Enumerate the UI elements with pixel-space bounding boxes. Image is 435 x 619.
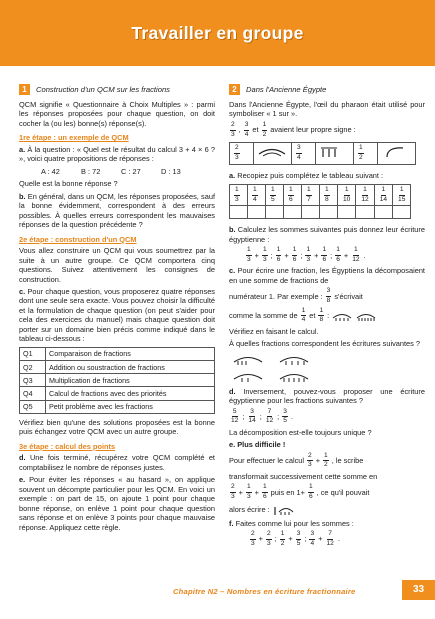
intro-end: avaient leur propre signe : <box>270 125 356 135</box>
choice-d: D : 13 <box>161 166 181 176</box>
page-number: 33 <box>402 580 435 600</box>
eye-two-thirds-icon <box>257 145 287 159</box>
eye-three-quarters-icon <box>319 145 349 159</box>
table-row <box>20 400 215 413</box>
egypt-writings-2 <box>232 370 425 383</box>
section-1-heading <box>19 84 215 95</box>
fraction: $\frac{1}{6}$ <box>263 483 267 500</box>
fraction: $\frac{3}{8}$ <box>326 287 331 304</box>
fraction: $\frac{1}{5}$ <box>271 186 275 203</box>
question-b-text: En général, dans un QCM, les réponses proposées, sauf la bonne évidemment, correspondent à des erreurs possibles. À quelles erreurs correspondent les mauvaises réponses de la question précédente ? <box>19 191 215 230</box>
table-cell: Calcul de fractions avec des priorités <box>46 387 215 400</box>
egypt-question-b <box>229 225 425 244</box>
label-c: c. <box>229 266 236 276</box>
fraction: $\frac{1}{3}$ <box>263 246 267 263</box>
label-d: d. <box>229 386 236 396</box>
egypt-c-text: Pour écrire une fraction, les Égyptiens la décomposaient en une somme de fractions de <box>229 266 425 285</box>
table-cell <box>302 185 320 206</box>
section-1-title: Construction d'un QCM sur les fractions <box>36 84 170 94</box>
egypt-question-a <box>229 171 425 180</box>
fraction: $\frac{1}{3}$ <box>247 483 251 500</box>
fraction: $\frac{1}{2}$ <box>324 451 328 469</box>
egypt-question-c <box>229 266 425 285</box>
label-a: a. <box>229 170 236 180</box>
table-cell <box>320 206 338 219</box>
egypt-e-text-1b: , le scribe <box>331 456 364 466</box>
table-cell: Multiplication de fractions <box>46 374 215 387</box>
choice-a: A : 42 <box>41 166 60 176</box>
choice-b: B : 72 <box>81 166 101 176</box>
table-cell <box>356 185 374 206</box>
fraction: $\frac{7}{12}$ <box>326 530 334 547</box>
qcm-intro: QCM signifie « Questionnaire à Choix Multiples » : parmi les réponses proposées pour chaque question, on doit cocher la (ou les) bonne(s) réponse(s). <box>19 100 215 128</box>
unit-fractions-table <box>229 184 411 219</box>
question-d-text: Une fois terminé, récupérez votre QCM complété et comptabilisez le nombre de réponses justes. <box>19 453 215 472</box>
fraction: $\frac{1}{4}$ <box>253 186 257 203</box>
section-2-heading <box>229 84 425 95</box>
egypt-e-text-3: puis en <box>270 487 295 497</box>
table-cell: Comparaison de fractions <box>46 347 215 360</box>
label-f: f. <box>229 518 234 528</box>
question-e <box>19 475 215 532</box>
question-e-text: Pour éviter les réponses « au hasard », on applique souvent un décompte particulier pour les QCM. En voici un exemple : on part de 15, on ajoute 1 point pour chaque bonne réponse, on enlève 1 point pour chaque question sans réponse et on enlève 3 points pour chaque mauvaise réponse. Appliquez cette règle. <box>19 475 215 532</box>
table-cell <box>302 206 320 219</box>
e-line-4 <box>229 504 425 516</box>
fraction: $\frac{2}{3}$ <box>308 451 312 469</box>
eye-writing-icon <box>278 353 310 366</box>
table-row <box>230 185 411 206</box>
eye-half-icon <box>381 145 411 159</box>
table-cell <box>266 185 284 206</box>
fraction: $\frac{2}{3}$ <box>231 483 235 500</box>
eye-writing-icon <box>232 370 264 383</box>
egypt-c-text-3: s'écrivait <box>334 291 363 301</box>
egypt-question-f <box>229 519 425 528</box>
table-cell <box>374 206 392 219</box>
table-cell: Q5 <box>20 400 46 413</box>
fraction: $\frac{1}{14}$ <box>379 186 388 203</box>
table-cell <box>320 185 338 206</box>
chapter-footer: Chapitre N2 – Nombres en écriture fractionnaire <box>173 587 356 596</box>
fraction: $\frac{1}{6}$ <box>289 186 293 203</box>
choice-c: C : 27 <box>121 166 141 176</box>
table-cell <box>393 206 411 219</box>
egypt-writings-1 <box>232 353 425 366</box>
step-1-title: 1re étape : un exemple de QCM <box>19 133 129 143</box>
table-cell: Q3 <box>20 374 46 387</box>
fraction: $\frac{2}{3}$ <box>235 144 239 161</box>
fraction: $\frac{1}{12}$ <box>361 186 369 203</box>
egypt-verify: Vérifiez en faisant le calcul. <box>229 326 319 336</box>
table-row <box>230 206 411 219</box>
fraction: $\frac{1}{2}$ <box>359 144 363 161</box>
egypt-e-text-3b: , ce qu'il pouvait <box>316 487 370 497</box>
egypt-d-text: Inversement, pouvez-vous proposer une écriture égyptienne pour les fractions suivantes ? <box>229 386 425 406</box>
section-2-title: Dans l'Ancienne Égypte <box>246 84 327 94</box>
eye-fraction-icon <box>355 310 377 322</box>
egypt-a-text: Recopiez puis complétez le tableau suivant : <box>237 170 384 180</box>
fraction: $\frac{1}{3}$ <box>235 186 239 203</box>
header-banner <box>0 0 435 66</box>
fraction: $\frac{1}{10}$ <box>343 186 351 203</box>
step-3-title: 3e étape : calcul des points <box>19 441 116 451</box>
fraction: $\frac{1}{3}$ <box>247 246 251 263</box>
question-c <box>19 287 215 344</box>
step-2-text: Vous allez construire un QCM qui vous soumettrez par la suite à un autre groupe. Ce QCM comportera cinq questions. Suivez attentivement les consignes de construction. <box>19 246 215 284</box>
fraction: $\frac{1}{12}$ <box>352 246 360 263</box>
question-c-text: Pour chaque question, vous proposerez quatre réponses dont une seule sera exacte. Vous pouvez choisir la difficulté et la formulation de chaque question (on peut s'aider pour cela des exercices du manuel) mais chaque question doit porter sur un domaine bien précis comme indiqué dans le tableau ci-dessous : <box>19 286 215 344</box>
fraction: $\frac{7}{12}$ <box>265 407 274 425</box>
egypt-b-text: Calculez les sommes suivantes puis donnez leur écriture égyptienne : <box>229 225 425 244</box>
table-cell <box>284 206 302 219</box>
section-egypt <box>229 84 425 550</box>
which-answer: Quelle est la bonne réponse ? <box>19 179 118 189</box>
egypt-c-text-4: comme la somme de <box>229 310 298 320</box>
egypt-c-text-2: numérateur 1. Par exemple : <box>229 291 323 301</box>
fraction: $\frac{1}{7}$ <box>307 186 311 203</box>
label-b: b. <box>19 191 26 201</box>
egypt-d-after: La décomposition est-elle toujours unique ? <box>229 427 372 437</box>
table-row <box>20 374 215 387</box>
example-line-2: comme la somme de $\frac{1}{4}$ et $\frac{1}{8}$ : <box>229 308 425 324</box>
fractions-d: $\frac{5}{12}$ ; $\frac{3}{14}$ ; $\frac{7}{12}$ ; $\frac{3}{5}$ . <box>231 407 293 425</box>
intro-et: et <box>252 125 259 135</box>
page-title: Travailler en groupe <box>131 23 304 43</box>
eye-fraction-icon <box>331 310 353 322</box>
table-cell: Addition ou soustraction de fractions <box>46 361 215 374</box>
label-e: e. <box>229 440 236 450</box>
eye-writing-icon <box>232 353 264 366</box>
egypt-e-text-4: alors écrire : <box>229 504 270 514</box>
fraction: $\frac{2}{3}$ <box>231 120 235 138</box>
table-cell <box>266 206 284 219</box>
e-line-3: $\frac{2}{3}$ + $\frac{1}{3}$ + $\frac{1}{6}$ puis en 1+ $\frac{1}{6}$ , ce qu'il pouvait <box>231 483 370 500</box>
fraction: $\frac{1}{4}$ <box>301 306 306 324</box>
fraction: $\frac{1}{3}$ <box>306 246 311 263</box>
table-cell <box>230 206 248 219</box>
fraction: $\frac{3}{14}$ <box>248 407 256 425</box>
table-cell <box>393 185 411 206</box>
example-line-1 <box>229 288 425 304</box>
fraction: $\frac{1}{8}$ <box>319 306 324 324</box>
question-b <box>19 192 215 230</box>
label-a: a. <box>19 144 26 154</box>
table-row <box>20 361 215 374</box>
fraction: $\frac{3}{5}$ <box>296 530 301 547</box>
egypt-e-text-2: transformait successivement cette somme en <box>229 471 378 481</box>
table-cell <box>356 206 374 219</box>
label-d: d. <box>19 453 26 463</box>
fraction: $\frac{5}{12}$ <box>231 407 239 425</box>
section-2-number: 2 <box>229 84 240 95</box>
question-d <box>19 453 215 472</box>
fraction: $\frac{3}{4}$ <box>244 120 249 138</box>
fraction: $\frac{1}{2}$ <box>262 120 267 138</box>
answer-choices <box>19 167 215 176</box>
sums-f: $\frac{2}{3}$ + $\frac{2}{3}$ ; $\frac{1}{2}$ + $\frac{3}{5}$ ; $\frac{3}{4}$ + $\frac{7}{12}$ . <box>251 530 340 547</box>
step-2-title: 2e étape : construction d'un QCM <box>19 234 137 244</box>
egypt-intro-2: $\frac{2}{3}$ , $\frac{3}{4}$ et $\frac{1}{2}$ avaient leur propre signe : <box>231 120 356 138</box>
table-cell <box>374 185 392 206</box>
table-cell: Q4 <box>20 387 46 400</box>
egypt-question-e <box>229 440 425 449</box>
e-line-1: Pour effectuer le calcul $\frac{2}{3}$ + $\frac{1}{2}$ , le scribe <box>229 451 364 469</box>
table-row <box>230 143 416 164</box>
table-cell <box>284 185 302 206</box>
egypt-e-text-1: Pour effectuer le calcul <box>229 456 305 466</box>
eye-writing-icon <box>278 370 310 383</box>
special-signs-table <box>229 142 416 164</box>
label-c: c. <box>19 286 26 296</box>
table-cell <box>338 185 356 206</box>
section-1-number: 1 <box>19 84 30 95</box>
egypt-f-text: Faites comme lui pour les sommes : <box>235 518 354 528</box>
verify-text: Vérifiez bien qu'une des solutions proposées est la bonne puis échangez votre QCM avec un autre groupe. <box>19 417 215 437</box>
question-a-text: À la question : « Quel est le résultat du calcul 3 + 4 × 6 ? », voici quatre propositions de réponses : <box>19 144 215 164</box>
table-cell: Q2 <box>20 361 46 374</box>
fraction: $\frac{3}{4}$ <box>310 530 315 547</box>
egypt-c-and: et <box>309 310 316 320</box>
fraction: $\frac{1}{2}$ <box>280 530 285 547</box>
table-cell <box>248 185 266 206</box>
fraction: $\frac{1}{6}$ <box>308 483 313 500</box>
questions-table <box>19 347 215 414</box>
question-a <box>19 145 215 164</box>
egypt-e-title: Plus difficile ! <box>237 440 286 450</box>
fraction: $\frac{1}{6}$ <box>276 246 281 263</box>
fraction: $\frac{1}{6}$ <box>322 246 327 263</box>
eye-writing-icon <box>272 504 294 516</box>
fraction: $\frac{1}{15}$ <box>398 186 406 203</box>
section-qcm <box>19 84 215 535</box>
table-row <box>20 387 215 400</box>
sums-b: $\frac{1}{3}$ + $\frac{1}{3}$ ; $\frac{1}{6}$ + $\frac{1}{6}$ ; $\frac{1}{3}$ + $\frac{1}{6}$ ; $\frac{1}{6}$ + $\frac{1}{12}$ . <box>247 246 366 263</box>
fraction: $\frac{2}{3}$ <box>251 530 255 547</box>
egypt-question-d <box>229 387 425 406</box>
table-row <box>20 347 215 360</box>
table-cell <box>230 185 248 206</box>
table-cell <box>248 206 266 219</box>
table-cell: Q1 <box>20 347 46 360</box>
label-e: e. <box>19 475 26 485</box>
table-cell <box>338 206 356 219</box>
fraction: $\frac{1}{6}$ <box>292 246 297 263</box>
fraction: $\frac{3}{5}$ <box>283 407 287 425</box>
fraction: $\frac{3}{4}$ <box>297 144 301 161</box>
egypt-intro: Dans l'Ancienne Égypte, l'œil du pharaon était utilisé pour symboliser « 1 sur ». <box>229 100 425 119</box>
fraction: $\frac{1}{8}$ <box>325 186 329 203</box>
egypt-which: À quelles fractions correspondent les écritures suivantes ? <box>229 339 421 349</box>
fraction: $\frac{2}{3}$ <box>267 530 271 547</box>
table-cell: Petit problème avec les fractions <box>46 400 215 413</box>
fraction: $\frac{1}{6}$ <box>336 246 340 263</box>
label-b: b. <box>229 225 236 235</box>
